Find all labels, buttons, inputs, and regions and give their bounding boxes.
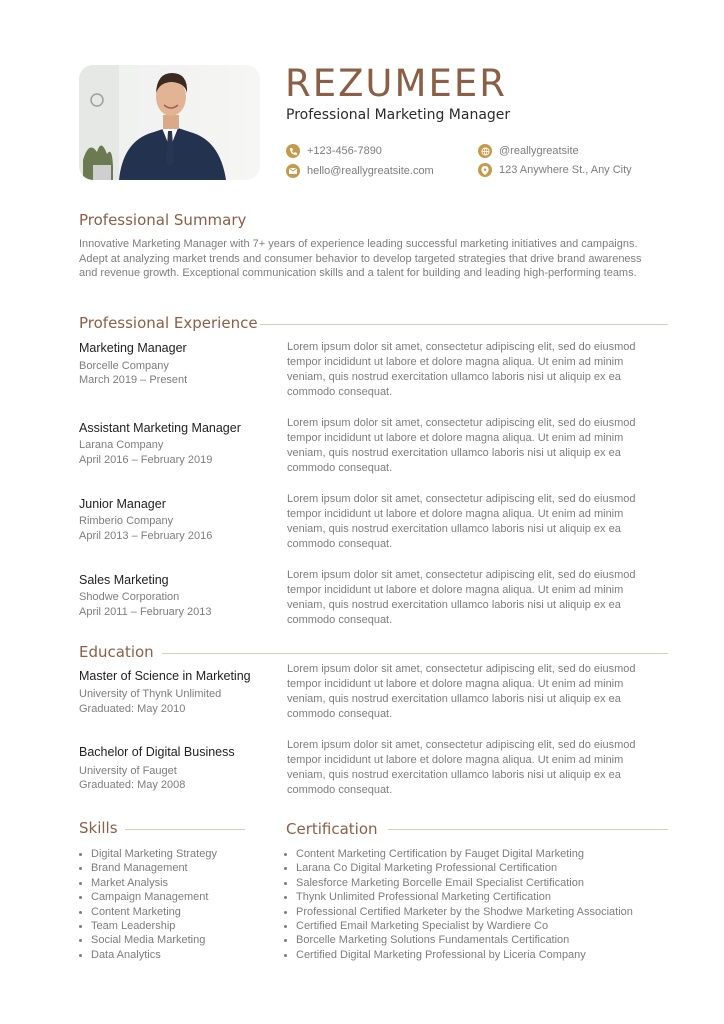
address-text: 123 Anywhere St., Any City (499, 164, 632, 176)
degree-description: Lorem ipsum dolor sit amet, consectetur adipiscing elit, sed do eiusmod tempor incididunt ut labore et dolore magna aliqua. Ut enim ad minim veniam, quis nostrud exercitation ullamco laboris nisi ut aliquip ex ea commodo consequat. (287, 739, 636, 796)
job-title: Marketing Manager (79, 341, 187, 355)
degree-title: Master of Science in Marketing (79, 669, 251, 683)
certification-divider (388, 829, 668, 830)
list-item: Borcelle Marketing Solutions Fundamentals Certification (284, 933, 674, 947)
list-item: Market Analysis (79, 876, 269, 890)
degree-description: Lorem ipsum dolor sit amet, consectetur adipiscing elit, sed do eiusmod tempor incididunt ut labore et dolore magna aliqua. Ut enim ad minim veniam, quis nostrud exercitation ullamco laboris nisi ut aliquip ex ea commodo consequat. (287, 663, 636, 720)
degree-date: Graduated: May 2008 (79, 779, 186, 791)
job-company: Larana Company (79, 439, 164, 451)
contact-address (478, 163, 632, 177)
job-description: Lorem ipsum dolor sit amet, consectetur adipiscing elit, sed do eiusmod tempor incididunt ut labore et dolore magna aliqua. Ut enim ad minim veniam, quis nostrud exercitation ullamco laboris nisi ut aliquip ex ea commodo consequat. (287, 569, 636, 626)
list-item: Professional Certified Marketer by the Shodwe Marketing Association (284, 905, 674, 919)
list-item: Content Marketing (79, 905, 269, 919)
job-company: Rimberio Company (79, 515, 174, 527)
job-title: Sales Marketing (79, 573, 169, 587)
skills-heading: Skills (79, 819, 118, 837)
list-item: Social Media Marketing (79, 933, 269, 947)
job-dates: April 2013 – February 2016 (79, 530, 213, 542)
certification-list (284, 847, 674, 962)
degree-school: University of Fauget (79, 765, 177, 777)
certification-heading: Certification (286, 820, 378, 838)
list-item: Larana Co Digital Marketing Professional Certification (284, 861, 674, 875)
job-title: Assistant Marketing Manager (79, 421, 241, 435)
list-item: Thynk Unlimited Professional Marketing Certification (284, 890, 674, 904)
job-dates: April 2011 – February 2013 (79, 606, 212, 618)
list-item: Campaign Management (79, 890, 269, 904)
summary-heading: Professional Summary (79, 211, 247, 229)
job-description: Lorem ipsum dolor sit amet, consectetur adipiscing elit, sed do eiusmod tempor incididunt ut labore et dolore magna aliqua. Ut enim ad minim veniam, quis nostrud exercitation ullamco laboris nisi ut aliquip ex ea commodo consequat. (287, 417, 636, 474)
summary-text: Innovative Marketing Manager with 7+ years of experience leading successful marketing initiatives and campaigns. Adept at analyzing market trends and consumer behavior to develop targeted strategies that drive brand awareness and revenue growth. Exceptional communication skills and a talent for building and leading high-performing teams. (79, 238, 642, 279)
contact-social[interactable] (478, 144, 579, 158)
mail-icon (286, 164, 300, 178)
contact-phone[interactable] (286, 144, 382, 158)
skills-divider (125, 829, 245, 830)
job-company: Borcelle Company (79, 360, 169, 372)
candidate-name: REZUMEER (285, 62, 507, 105)
list-item: Certified Digital Marketing Professional by Liceria Company (284, 948, 674, 962)
list-item: Certified Email Marketing Specialist by Wardiere Co (284, 919, 674, 933)
experience-heading: Professional Experience (79, 314, 258, 332)
degree-date: Graduated: May 2010 (79, 703, 186, 715)
email-text: hello@reallygreatsite.com (307, 165, 434, 177)
list-item: Team Leadership (79, 919, 269, 933)
job-company: Shodwe Corporation (79, 591, 180, 603)
degree-title: Bachelor of Digital Business (79, 745, 235, 759)
education-heading: Education (79, 643, 154, 661)
job-dates: April 2016 – February 2019 (79, 454, 213, 466)
social-text: @reallygreatsite (499, 145, 579, 157)
profile-photo (79, 65, 260, 180)
job-title: Junior Manager (79, 497, 166, 511)
list-item: Content Marketing Certification by Fauget Digital Marketing (284, 847, 674, 861)
globe-icon (478, 144, 492, 158)
skills-list (79, 847, 269, 962)
job-dates: March 2019 – Present (79, 374, 188, 386)
degree-school: University of Thynk Unlimited (79, 688, 222, 700)
education-divider (162, 653, 668, 654)
location-pin-icon (478, 163, 492, 177)
list-item: Salesforce Marketing Borcelle Email Specialist Certification (284, 876, 674, 890)
list-item: Data Analytics (79, 948, 269, 962)
phone-text: +123-456-7890 (307, 145, 382, 157)
phone-icon (286, 144, 300, 158)
list-item: Brand Management (79, 861, 269, 875)
job-description: Lorem ipsum dolor sit amet, consectetur adipiscing elit, sed do eiusmod tempor incididunt ut labore et dolore magna aliqua. Ut enim ad minim veniam, quis nostrud exercitation ullamco laboris nisi ut aliquip ex ea commodo consequat. (287, 341, 636, 398)
job-description: Lorem ipsum dolor sit amet, consectetur adipiscing elit, sed do eiusmod tempor incididunt ut labore et dolore magna aliqua. Ut enim ad minim veniam, quis nostrud exercitation ullamco laboris nisi ut aliquip ex ea commodo consequat. (287, 493, 636, 550)
contact-email[interactable] (286, 164, 434, 178)
list-item: Digital Marketing Strategy (79, 847, 269, 861)
candidate-title: Professional Marketing Manager (286, 107, 511, 123)
experience-divider (260, 324, 668, 325)
